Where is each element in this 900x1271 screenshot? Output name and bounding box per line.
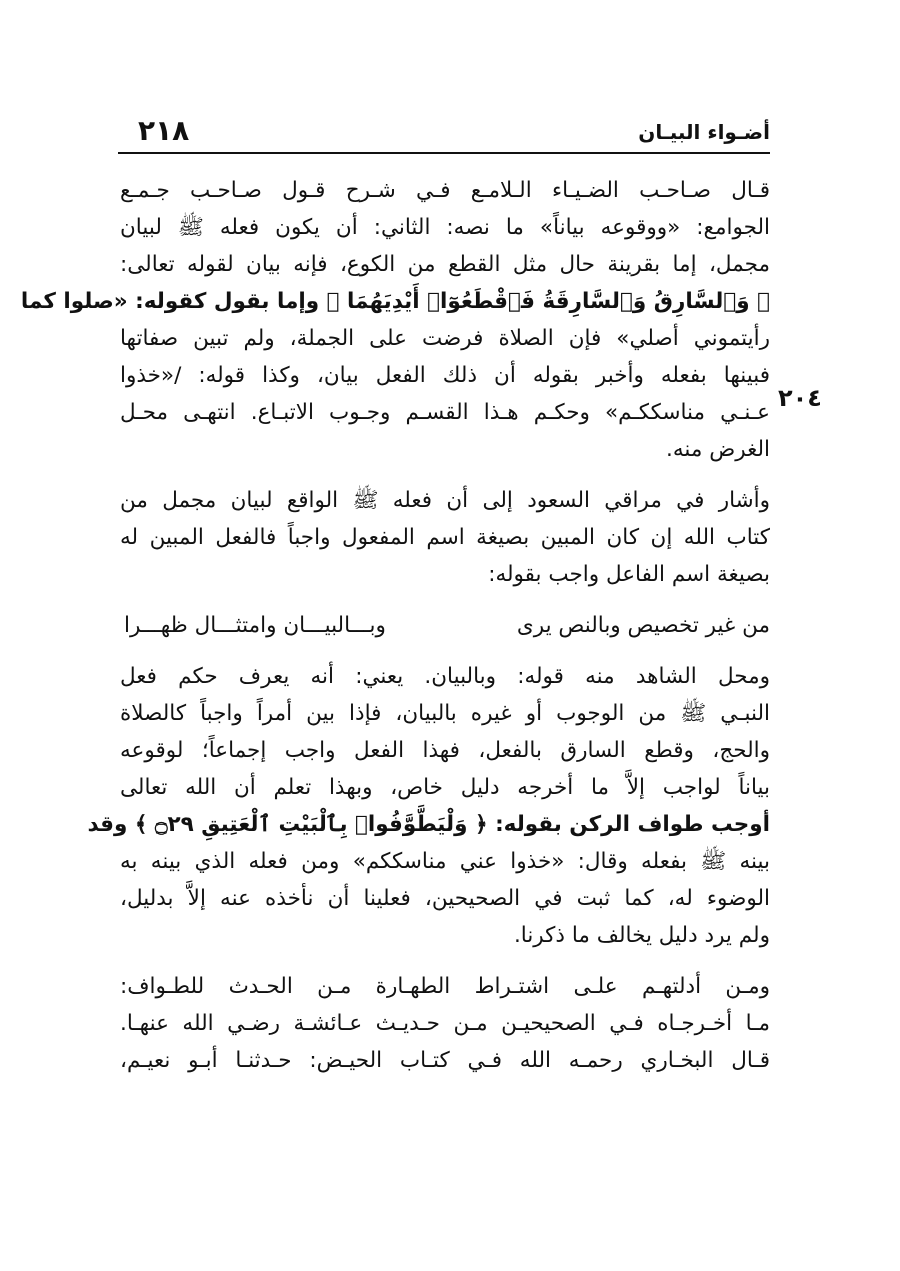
text-line: قـال البخـاري رحمـه الله فـي كتـاب الحيـض: حـدثنـا أبـو نعيـم، — [120, 1048, 770, 1073]
page-header — [118, 108, 770, 152]
text-line: رأيتموني أصلي» فإن الصلاة فرضت على الجملة، ولم تبين صفاتها — [120, 326, 770, 351]
text-line: مجمل، إما بقرينة حال مثل القطع من الكوع، فإنه بيان لقوله تعالى: — [120, 252, 770, 277]
page-number: ٢١٨ — [138, 114, 190, 147]
text-line: مـا أخـرجـاه فـي الصحيحيـن مـن حـديـث عـائشـة رضـي الله عنهـا. — [120, 1011, 770, 1036]
running-title: أضـواء البيـان — [638, 120, 770, 144]
text-line: النبـي ﷺ من الوجوب أو غيره بالبيان، فإذا بين أمراً واجباً كالصلاة — [120, 701, 770, 726]
text-line: ولم يرد دليل يخالف ما ذكرنا. — [513, 923, 770, 948]
text-line: الغرض منه. — [666, 437, 770, 462]
text-line: قـال صـاحـب الضـيـاء الـلامـع فـي شـرح قـول صـاحـب جـمـع — [120, 178, 770, 203]
header-divider — [118, 152, 770, 154]
paragraph-1 — [20, 172, 770, 468]
text-line: الوضوء له، كما ثبت في الصحيحين، فعلينا أن نأخذه عنه إلاَّ بدليل، — [120, 886, 770, 911]
text-line: وأشار في مراقي السعود إلى أن فعله ﷺ الواقع لبيان مجمل من — [120, 488, 770, 513]
page-body — [20, 172, 770, 1079]
text-line: عـنـي مناسككـم» وحكـم هـذا القسـم وجـوب الاتبـاع. انتهـى محـل — [120, 400, 770, 425]
verse-second-hemistich: وبـــالبيـــان وامتثـــال ظهـــرا — [124, 613, 386, 638]
paragraph-2 — [120, 482, 770, 593]
text-line: بياناً لواجب إلاَّ ما أخرجه دليل خاص، وبهذا تعلم أن الله تعالى — [120, 775, 770, 800]
verse-first-hemistich: من غير تخصيص وبالنص يرى — [516, 613, 770, 638]
paragraph-3 — [87, 658, 770, 954]
text-line: فبينها بفعله وأخبر بقوله أن ذلك الفعل بيان، وكذا قوله: /«خذوا — [120, 363, 770, 388]
text-line: ومـن أدلتهـم علـى اشتـراط الطهـارة مـن الحـدث للطـواف: — [120, 974, 770, 999]
text-line: والحج، وقطع السارق بالفعل، فهذا الفعل واجب إجماعاً؛ لوقوعه — [120, 738, 770, 763]
text-line-quran: ﴿ وَٱلسَّارِقُ وَٱلسَّارِقَةُ فَٱقْطَعُوٓا۟ أَيْدِيَهُمَا ﴾ وإما بقول كقوله: «صلوا كما — [20, 289, 770, 314]
text-line: الجوامع: «ووقوعه بياناً» ما نصه: الثاني: أن يكون فعله ﷺ لبيان — [120, 215, 770, 240]
text-line: بينه ﷺ بفعله وقال: «خذوا عني مناسككم» ومن فعله الذي بينه به — [120, 849, 770, 874]
paragraph-4 — [120, 968, 770, 1079]
text-line: ومحل الشاهد منه قوله: وبالبيان. يعني: أنه يعرف حكم فعل — [120, 664, 770, 689]
text-line: بصيغة اسم الفاعل واجب بقوله: — [488, 562, 770, 587]
text-line-quran: أوجب طواف الركن بقوله: ﴿ وَلْيَطَّوَّفُوا۟ بِٱلْبَيْتِ ٱلْعَتِيقِ ۝٢٩ ﴾ وقد — [87, 812, 770, 837]
poetry-verse — [120, 607, 770, 644]
margin-page-reference: ٢٠٤ — [778, 384, 822, 412]
text-line: كتاب الله إن كان المبين بصيغة اسم المفعول واجباً فالفعل المبين له — [120, 525, 770, 550]
